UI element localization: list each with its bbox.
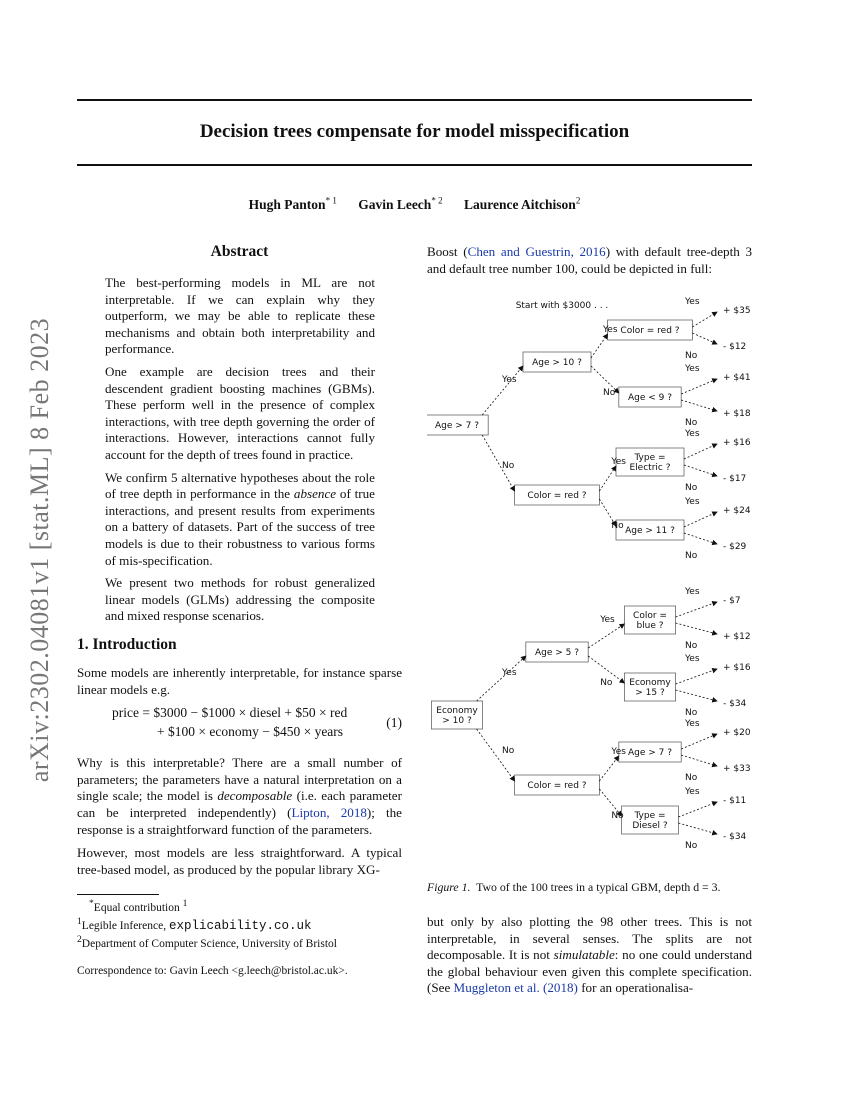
t1-edge-yes: Yes [611, 457, 626, 467]
author: Gavin Leech$^{* 2}$ [358, 195, 443, 212]
t1-edge [591, 334, 608, 358]
t1-outcome-edge [681, 400, 717, 411]
citation-link[interactable]: Chen and Guestrin, 2016 [467, 244, 606, 259]
t2-outcome-edge [676, 623, 717, 634]
footnote-affiliation-1: $^1$Legible Inference, explicability.co.uk [77, 915, 312, 933]
t2-split-node-label: Diesel ? [632, 821, 668, 831]
t2-outcome-edge [676, 690, 717, 701]
t2-edge-yes: Yes [502, 668, 517, 678]
t2-split-node-label: Type = [634, 811, 666, 821]
t2-edge [588, 624, 624, 648]
t1-outcome-edge [681, 379, 717, 394]
t2-yes-node-label: Age > 5 ? [534, 648, 580, 658]
t2-no-node-label: Color = red ? [527, 781, 587, 791]
t1-edge-yes: Yes [603, 325, 618, 335]
t1-split-node-label: Age < 9 ? [627, 393, 673, 403]
abstract-heading: Abstract [210, 243, 269, 260]
t1-edge-no: No [502, 461, 515, 471]
arxiv-side-banner: arXiv:2302.04081v1 [stat.ML] 8 Feb 2023 [25, 317, 54, 783]
t1-edge-yes: Yes [502, 375, 517, 385]
t2-outcome-edge [681, 734, 717, 749]
t2-split-node-label: Economy [629, 678, 671, 688]
abstract-paragraph: One example are decision trees and their descendent gradient boosting machines (GBMs). These perform well in the presence of complex interactions, with tree depth governing the order of interactions. However, interactions cannot fully account for the depth of trees found in practice. [105, 363, 375, 462]
t1-leaf-value: + $41 [723, 373, 751, 383]
t2-leaf-value: - $11 [723, 796, 747, 806]
tree-diagram [427, 290, 752, 860]
t2-root-node-label: Economy [436, 706, 478, 716]
t1-leaf-value: - $12 [723, 342, 747, 352]
footnote-rule [77, 894, 159, 895]
t1-outcome-edge [684, 444, 717, 459]
t2-outcome-edge [678, 802, 717, 817]
t1-outcome-yes-label: Yes [685, 364, 700, 374]
t1-no-node-label: Color = red ? [527, 491, 587, 501]
t2-outcome-yes-label: Yes [685, 587, 700, 597]
figure-1-decision-trees [427, 290, 752, 860]
equation-number: (1) [386, 715, 402, 731]
t2-edge-no: No [502, 746, 515, 756]
t1-outcome-yes-label: Yes [685, 297, 700, 307]
t2-split-node-label: Age > 7 ? [627, 748, 673, 758]
author: Hugh Panton$^{* 1}$ [248, 195, 337, 212]
t1-root-node-label: Age > 7 ? [434, 421, 480, 431]
t1-yes-node-label: Age > 10 ? [532, 358, 582, 368]
t1-split-node-label: Type = [634, 453, 666, 463]
t1-split-node-label: Electric ? [629, 463, 671, 473]
intro-paragraph: However, most models are less straightforward. A typical tree-based model, as produced by the popular library XG- [77, 845, 402, 877]
t1-leaf-value: - $29 [723, 542, 747, 552]
abstract-paragraph: We confirm 5 alternative hypotheses about the role of tree depth in performance in the absence of true interactions, and present results from experiments on a battery of datasets. Part of the success of tree models is due to their robustness to various forms of mis-specification. [105, 469, 375, 568]
correspondence: Correspondence to: Gavin Leech <g.leech@bristol.ac.uk>. [77, 965, 348, 978]
footnote-affiliation-2: $^2$Department of Computer Science, University of Bristol [77, 933, 337, 950]
t2-leaf-value: + $16 [723, 663, 751, 673]
t2-edge-no: No [611, 811, 624, 821]
right-column-bottom-text: but only by also plotting the 98 other trees. This is not interpretable, in several senses. The splits are not decomposable. It is not simulatable: no one could understand the global behaviour even given this complete specification. (See Muggleton et al. (2018) for an operationalisa- [427, 914, 752, 996]
t2-outcome-edge [676, 669, 717, 684]
t1-edge-no: No [603, 388, 616, 398]
t1-leaf-value: + $24 [723, 506, 751, 516]
t2-leaf-value: + $33 [723, 764, 751, 774]
t1-edge [482, 366, 523, 415]
t2-edge-yes: Yes [611, 747, 626, 757]
t1-outcome-edge [684, 512, 717, 527]
footnotes [77, 897, 402, 978]
t1-outcome-edge [692, 312, 717, 327]
introduction-body [77, 665, 402, 885]
t2-outcome-no-label: No [685, 708, 698, 718]
equation-1: price = $3000 − $1000 × diesel + $50 × red + $100 × economy − $450 × years (1) [112, 705, 402, 740]
t1-leaf-value: + $35 [723, 306, 751, 316]
t2-leaf-value: - $7 [723, 596, 741, 606]
citation-link[interactable]: Lipton, 2018 [291, 804, 367, 820]
title-bottom-rule [77, 164, 752, 166]
abstract-body [105, 275, 375, 631]
figure-caption: Figure 1. Two of the 100 trees in a typical GBM, depth d = 3. [427, 880, 721, 894]
t2-split-node-label: Color = [633, 611, 667, 621]
t2-outcome-yes-label: Yes [685, 654, 700, 664]
t2-leaf-value: - $34 [723, 832, 747, 842]
t2-outcome-no-label: No [685, 641, 698, 651]
t1-leaf-value: + $16 [723, 438, 751, 448]
t1-outcome-edge [684, 533, 717, 544]
t2-split-node-label: > 15 ? [635, 688, 665, 698]
t1-edge [599, 466, 616, 491]
t2-outcome-yes-label: Yes [685, 719, 700, 729]
t2-outcome-no-label: No [685, 773, 698, 783]
paper-title: Decision trees compensate for model misspecification [199, 121, 630, 142]
intro-paragraph: Some models are inherently interpretable, for instance sparse linear models e.g. [77, 665, 402, 697]
t1-outcome-yes-label: Yes [685, 497, 700, 507]
t2-outcome-edge [678, 823, 717, 834]
abstract-paragraph: We present two methods for robust generalized linear models (GLMs) addressing the composite and mixed response scenarios. [105, 575, 375, 624]
t1-outcome-edge [684, 465, 717, 476]
t2-edge-yes: Yes [600, 615, 615, 625]
section-heading-introduction: 1. Introduction [77, 636, 177, 653]
t2-root-node-label: > 10 ? [442, 716, 472, 726]
t2-leaf-value: + $12 [723, 632, 751, 642]
t1-split-node-label: Age > 11 ? [625, 526, 675, 536]
t2-outcome-no-label: No [685, 841, 698, 851]
t2-outcome-edge [676, 602, 717, 617]
t2-edge [477, 656, 526, 701]
t1-leaf-value: - $17 [723, 474, 747, 484]
start-label: Start with $3000 . . . [515, 301, 609, 311]
t1-outcome-no-label: No [685, 418, 698, 428]
t2-edge [599, 756, 618, 781]
intro-paragraph: Why is this interpretable? There are a small number of parameters; the parameters have a natural interpretation on a single scale; the model is decomposable (i.e. each parameter can be interpreted independently) (Lipton, 2018); the response is a straightforward function of the parameters. [77, 755, 402, 837]
t1-outcome-edge [692, 333, 717, 344]
right-column-top-text: Boost (Chen and Guestrin, 2016) with default tree-depth 3 and default tree number 100, could be depicted in full: [427, 244, 752, 276]
t1-outcome-no-label: No [685, 351, 698, 361]
t1-outcome-no-label: No [685, 483, 698, 493]
abstract-paragraph: The best-performing models in ML are not interpretable. If we can explain why they outperform, we may be able to replicate these mechanisms and obtain both interpretability and performance. [105, 275, 375, 357]
t1-outcome-yes-label: Yes [685, 429, 700, 439]
footnote-equal: *Equal contribution $^1$ [89, 898, 188, 914]
t2-edge-no: No [600, 678, 613, 688]
t2-outcome-yes-label: Yes [685, 787, 700, 797]
t1-split-node-label: Color = red ? [620, 326, 680, 336]
author: Laurence Aitchison$^2$ [463, 195, 581, 212]
t2-outcome-edge [681, 755, 717, 766]
t2-leaf-value: - $34 [723, 699, 747, 709]
citation-link[interactable]: Muggleton et al. (2018) [453, 980, 578, 996]
top-rule [77, 99, 752, 101]
t1-leaf-value: + $18 [723, 409, 751, 419]
t1-outcome-no-label: No [685, 551, 698, 561]
affiliation-url[interactable]: explicability.co.uk [168, 918, 312, 933]
t2-leaf-value: + $20 [723, 728, 751, 738]
author-list [77, 195, 752, 213]
t1-edge-no: No [611, 521, 624, 531]
t2-split-node-label: blue ? [636, 621, 664, 631]
